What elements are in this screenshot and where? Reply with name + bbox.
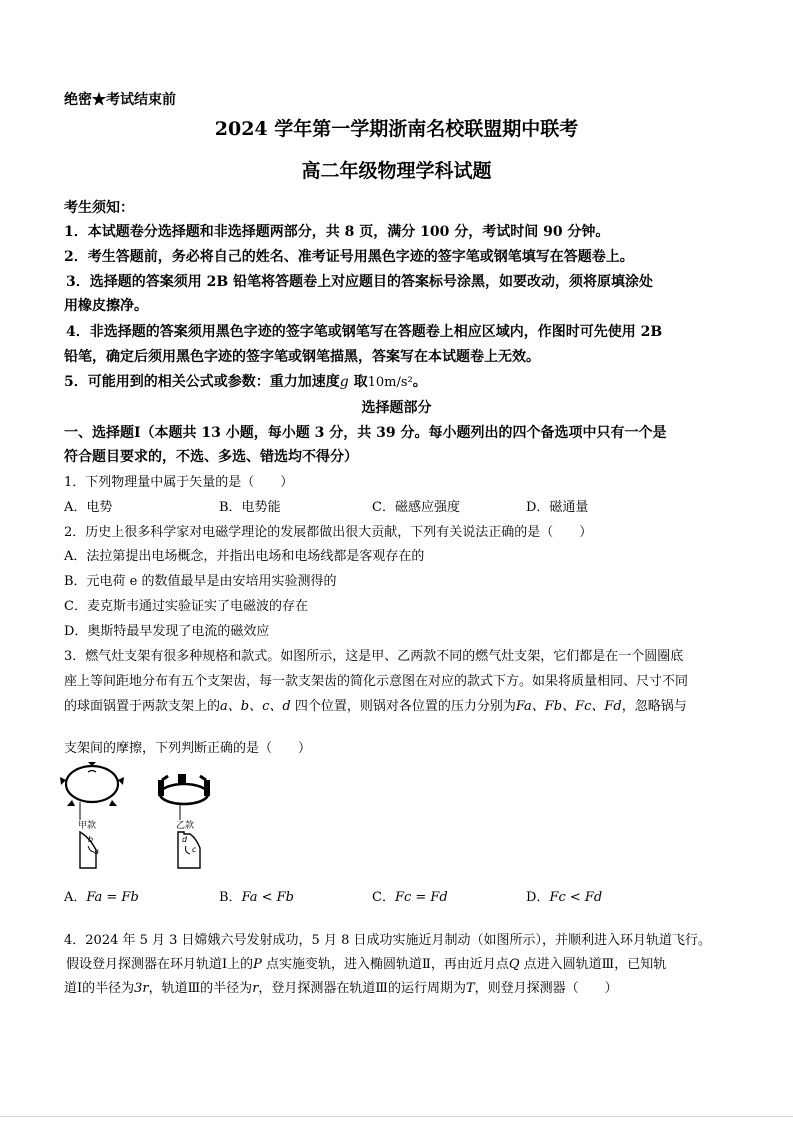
q2-option-c: C．麦克斯韦通过实验证实了电磁波的存在 — [64, 599, 308, 614]
q3-option-b — [219, 888, 294, 907]
q3-option-c-expr: Fc = Fd — [394, 890, 448, 905]
q4-line3 — [64, 979, 618, 998]
q3-option-d-expr: Fc < Fd — [549, 890, 603, 905]
notice-item-2: 2．考生答题前，务必将自己的姓名、准考证号用黑色字迹的签字笔或钢笔填写在答题卷上。 — [64, 249, 634, 265]
q3-line4: 支架间的摩擦，下列判断正确的是（ ） — [64, 741, 312, 756]
q4-line1: 4．2024 年 5 月 3 日嫦娥六号发射成功，5 月 8 日成功实施近月制动（如图所示），并顺利进入环月轨道飞行。 — [64, 933, 711, 948]
label-b: b — [88, 835, 94, 844]
q4-line2-b: 点实施变轨，进入椭圆轨道Ⅱ，再由近月点 — [261, 957, 509, 972]
exam-title: 2024 学年第一学期浙南名校联盟期中联考 — [214, 118, 579, 140]
q1-stem: 1．下列物理量中属于矢量的是（ ） — [64, 475, 294, 490]
notice-item-1: 1．本试题卷分选择题和非选择题两部分，共 8 页，满分 100 分，考试时间 90 分钟。 — [64, 224, 610, 240]
q3-option-d-letter: D． — [526, 890, 550, 905]
notice-item-3: 3．选择题的答案须用 2B 铅笔将答题卷上对应题目的答案标号涂黑，如要改动，须将原填涂处 — [66, 274, 654, 290]
q4-line3-d: ，则登月探测器（ ） — [474, 981, 618, 996]
q3-option-a-expr: Fa = Fb — [86, 890, 139, 905]
q4-line2 — [66, 955, 666, 974]
q3-force-vars: Fa、Fb、Fc、Fd — [515, 699, 622, 714]
q4-line3-c: ，登月探测器在轨道Ⅲ的运行周期为 — [258, 981, 466, 996]
q4-line3-b: ，轨道Ⅲ的半径为 — [148, 981, 253, 996]
notice-item-5-mid: 取 — [348, 374, 368, 390]
q3-line3-c: ，忽略锅与 — [621, 699, 687, 714]
q3-option-a-letter: A． — [64, 890, 87, 905]
secret-label: 绝密★考试结束前 — [64, 92, 176, 108]
q3-line3-b: 四个位置，则锅对各位置的压力分别为 — [290, 699, 516, 714]
part1-instructions: 一、选择题Ⅰ（本题共 13 小题，每小题 3 分，共 39 分。每小题列出的四个备选项中只有一个是 — [64, 425, 667, 441]
page-bottom-divider — [0, 1116, 793, 1117]
notice-item-4: 4．非选择题的答案须用黑色字迹的签字笔或钢笔写在答题卷上相应区域内，作图时可先使用 2B — [66, 324, 663, 340]
notice-item-3-cont: 用橡皮擦净。 — [64, 298, 148, 314]
var-3r: 3r — [134, 981, 149, 996]
label-d: d — [182, 835, 188, 844]
q3-option-b-expr: Fa < Fb — [241, 890, 294, 905]
q1-option-c: C．磁感应强度 — [372, 500, 460, 515]
q3-option-a — [64, 888, 139, 907]
q3-stove-stand-figure — [58, 762, 228, 874]
q2-option-b: B．元电荷 e 的数值最早是由安培用实验测得的 — [64, 574, 337, 589]
var-g: g — [339, 374, 349, 390]
stand-jia-drawing — [60, 762, 124, 868]
q3-line3-a: 的球面锅置于两款支架上的 — [64, 699, 221, 714]
notice-item-5 — [64, 372, 427, 393]
q3-line1: 3．燃气灶支架有很多种规格和款式。如图所示，这是甲、乙两款不同的燃气灶支架，它们都是在一个圆圈底 — [64, 649, 684, 664]
notice-item-5-end: 。 — [412, 374, 427, 390]
label-jia: 甲款 — [78, 821, 97, 831]
q1-option-d: D．磁通量 — [526, 500, 589, 515]
q3-position-vars: a、b、c、d — [220, 699, 291, 714]
var-P: P — [253, 957, 262, 972]
var-T: T — [465, 981, 475, 996]
notice-item-4-cont: 铅笔，确定后须用黑色字迹的签字笔或钢笔描黑，答案写在本试题卷上无效。 — [64, 349, 540, 365]
q4-line2-a: 假设登月探测器在环月轨道Ⅰ上的 — [66, 957, 254, 972]
label-c: c — [192, 845, 197, 854]
section-title: 选择题部分 — [361, 400, 432, 416]
q3-option-c-letter: C． — [372, 890, 395, 905]
label-a: a — [94, 847, 99, 856]
q3-option-b-letter: B． — [219, 890, 242, 905]
label-yi: 乙款 — [176, 821, 195, 831]
var-Q: Q — [508, 957, 520, 972]
q4-line2-c: 点进入圆轨道Ⅲ，已知轨 — [519, 957, 667, 972]
var-r: r — [252, 981, 259, 996]
q1-option-a: A．电势 — [64, 500, 113, 515]
q3-line2: 座上等间距地分布有五个支架齿，每一款支架齿的简化示意图在对应的款式下方。如果将质量相同、尺寸不同 — [64, 674, 689, 689]
q2-option-a: A．法拉第提出电场概念，并指出电场和电场线都是客观存在的 — [64, 549, 425, 564]
part1-instructions-cont: 符合题目要求的，不选、多选、错选均不得分） — [64, 449, 358, 465]
q2-stem: 2．历史上很多科学家对电磁学理论的发展都做出很大贡献，下列有关说法正确的是（ ） — [64, 525, 593, 540]
q3-option-c — [372, 888, 448, 907]
q1-option-b: B．电势能 — [219, 500, 281, 515]
q3-line3 — [64, 697, 687, 716]
q3-option-d — [526, 888, 602, 907]
gravity-value: 10m/s² — [367, 375, 413, 390]
q4-line3-a: 道Ⅰ的半径为 — [64, 981, 135, 996]
q2-option-d: D．奥斯特最早发现了电流的磁效应 — [64, 624, 270, 639]
notice-heading: 考生须知： — [64, 200, 134, 216]
subject-title: 高二年级物理学科试题 — [301, 160, 492, 182]
notice-item-5-text: 5．可能用到的相关公式或参数：重力加速度 — [64, 374, 340, 390]
